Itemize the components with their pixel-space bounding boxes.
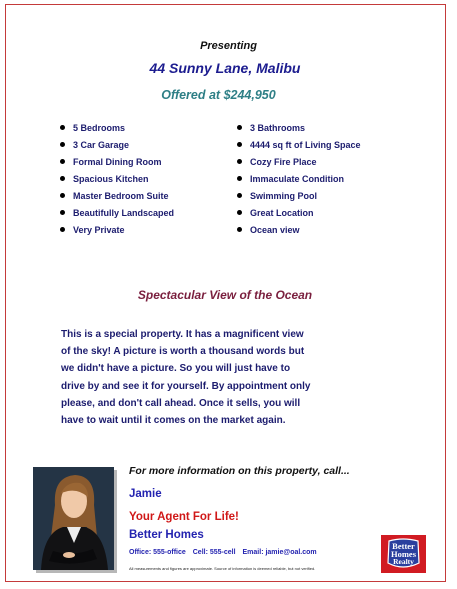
- bullet-icon: [60, 193, 65, 198]
- feature-label: 3 Car Garage: [73, 140, 130, 150]
- feature-item: [60, 206, 174, 223]
- feature-label: Immaculate Condition: [250, 174, 345, 184]
- bullet-icon: [60, 210, 65, 215]
- bullet-icon: [60, 176, 65, 181]
- logo-word: Homes: [390, 549, 417, 559]
- feature-label: Swimming Pool: [250, 191, 318, 201]
- feature-label: Cozy Fire Place: [250, 157, 317, 167]
- feature-item: [60, 172, 174, 189]
- feature-label: 4444 sq ft of Living Space: [250, 140, 361, 150]
- presenting-label: Presenting: [200, 40, 257, 52]
- agent-photo: [33, 467, 114, 570]
- bullet-icon: [237, 142, 242, 147]
- agent-portrait-illustration: [33, 467, 114, 570]
- bullet-icon: [237, 210, 242, 215]
- feature-item: [60, 121, 174, 138]
- section-subheading: Spectacular View of the Ocean: [137, 288, 313, 302]
- feature-list-left: [60, 121, 174, 240]
- feature-item: [237, 172, 361, 189]
- feature-item: [60, 155, 174, 172]
- feature-label: Ocean view: [250, 225, 300, 235]
- feature-item: [60, 223, 174, 240]
- property-description: [61, 326, 351, 429]
- feature-item: [237, 206, 361, 223]
- property-address: 44 Sunny Lane, Malibu: [149, 60, 301, 76]
- feature-label: Beautifully Landscaped: [73, 208, 175, 218]
- description-line: drive by and see it for yourself. By appointment only: [61, 380, 311, 392]
- feature-item: [237, 121, 361, 138]
- bullet-icon: [237, 193, 242, 198]
- feature-label: Master Bedroom Suite: [73, 191, 169, 201]
- agent-name: Jamie: [129, 488, 162, 500]
- property-price: Offered at $244,950: [161, 88, 276, 102]
- feature-label: 3 Bathrooms: [250, 123, 306, 133]
- feature-item: [237, 138, 361, 155]
- feature-label: Spacious Kitchen: [73, 174, 149, 184]
- bullet-icon: [60, 125, 65, 130]
- feature-list-right: [237, 121, 361, 240]
- feature-label: Great Location: [250, 208, 314, 218]
- bullet-icon: [60, 142, 65, 147]
- description-line: have to wait until it comes on the market again.: [61, 415, 286, 427]
- feature-item: [60, 138, 174, 155]
- description-line: of the sky! A picture is worth a thousand words but: [61, 346, 305, 358]
- company-name: Better Homes: [129, 529, 204, 541]
- bullet-icon: [60, 159, 65, 164]
- logo-word: Realty: [393, 557, 414, 566]
- feature-item: [60, 189, 174, 206]
- feature-label: Formal Dining Room: [73, 157, 162, 167]
- bullet-icon: [237, 176, 242, 181]
- feature-label: 5 Bedrooms: [73, 123, 126, 133]
- description-line: please, and don't call ahead. Once it sells, you will: [61, 397, 301, 409]
- office-phone: Office: 555-office: [129, 549, 186, 556]
- cell-phone: Cell: 555-cell: [192, 549, 236, 556]
- email-address: Email: jamie@oal.com: [242, 549, 317, 556]
- feature-item: [237, 155, 361, 172]
- bullet-icon: [237, 159, 242, 164]
- bullet-icon: [60, 227, 65, 232]
- contact-details: [129, 549, 322, 556]
- bullet-icon: [237, 125, 242, 130]
- logo-word: Better: [392, 541, 415, 551]
- feature-item: [237, 189, 361, 206]
- description-line: we didn't have a picture. So you will just have to: [61, 363, 291, 375]
- disclaimer-text: All measurements and figures are approximate. Source of information is deemed reliable, but not verified.: [129, 566, 316, 571]
- better-homes-realty-logo: [381, 535, 426, 573]
- more-info-callout: For more information on this property, call...: [129, 465, 350, 477]
- feature-label: Very Private: [73, 225, 125, 235]
- description-line: This is a special property. It has a magnificent view: [61, 329, 304, 340]
- agent-slogan: Your Agent For Life!: [129, 511, 239, 523]
- bullet-icon: [237, 227, 242, 232]
- feature-item: [237, 223, 361, 240]
